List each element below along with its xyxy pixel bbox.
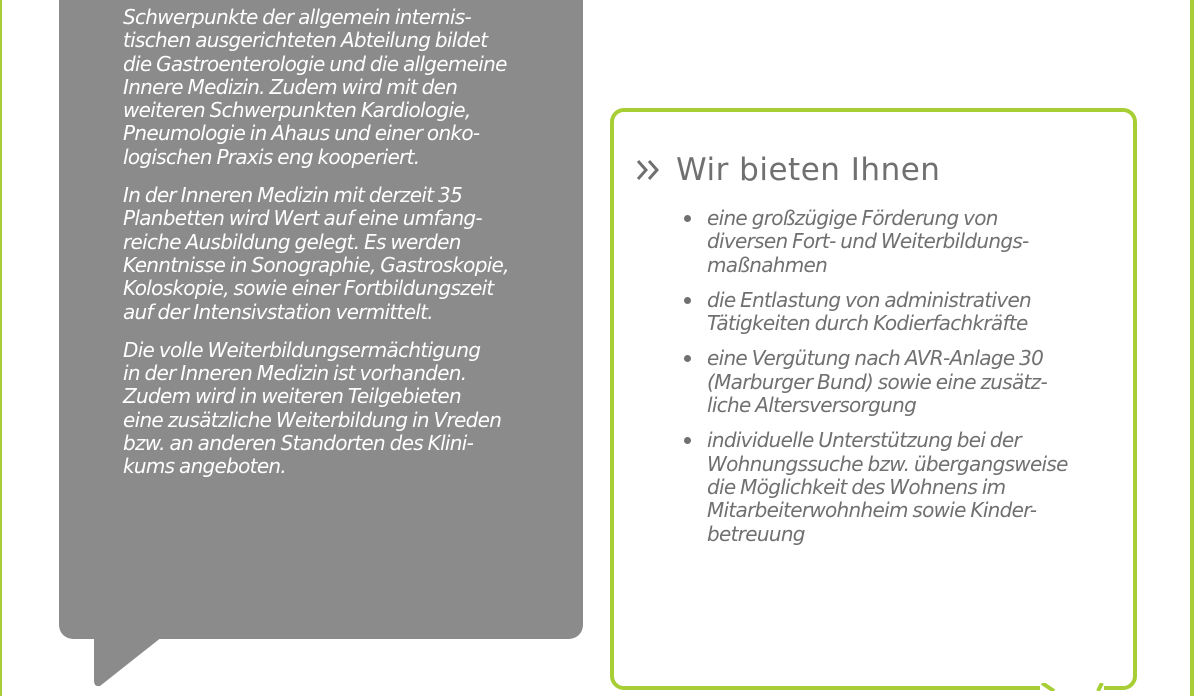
text-line: Kenntnisse in Sonographie, Gastroskopie, <box>123 252 509 277</box>
list-item <box>682 429 1122 545</box>
text-line: Mitarbeiterwohnheim sowie Kinder- <box>707 498 1037 523</box>
text-line: Planbetten wird Wert auf eine umfang- <box>123 206 482 231</box>
text-line: liche Altersversorgung <box>707 393 917 418</box>
text-line: auf der Intensivstation vermittelt. <box>123 299 433 324</box>
text-line: die Möglichkeit des Wohnens im <box>707 474 1006 499</box>
info-paragraph <box>123 184 578 324</box>
bullet-icon <box>684 355 691 362</box>
text-line: maßnahmen <box>707 252 828 277</box>
text-line: tischen ausgerichteten Abteilung bildet <box>123 28 488 53</box>
text-line: bzw. an anderen Standorten des Klini- <box>123 431 474 456</box>
list-item <box>682 207 1122 277</box>
text-line: kums angeboten. <box>123 454 287 479</box>
bullet-icon <box>684 437 691 444</box>
text-line: logischen Praxis eng kooperiert. <box>123 144 420 169</box>
text-line: in der Inneren Medizin ist vorhanden. <box>123 361 467 386</box>
text-line: Koloskopie, sowie einer Fortbildungszeit <box>123 276 494 301</box>
text-line: weiteren Schwerpunkten Kardiologie, <box>123 98 471 123</box>
text-line: eine Vergütung nach AVR-Anlage 30 <box>707 346 1044 371</box>
text-line: (Marburger Bund) sowie eine zusätz- <box>707 369 1047 394</box>
list-item <box>682 347 1122 417</box>
text-line: In der Inneren Medizin mit derzeit 35 <box>123 183 463 208</box>
text-line: die Gastroenterologie und die allgemeine <box>123 51 507 76</box>
text-line: betreuung <box>707 521 805 546</box>
text-line: diversen Fort- und Weiterbildungs- <box>707 229 1029 254</box>
text-line: eine zusätzliche Weiterbildung in Vreden <box>123 407 502 432</box>
offer-title: Wir bieten Ihnen <box>676 152 941 188</box>
text-line: Tätigkeiten durch Kodierfachkräfte <box>707 311 1028 336</box>
text-line: Die volle Weiterbildungsermächtigung <box>123 337 481 362</box>
text-line: eine großzügige Förderung von <box>707 206 998 230</box>
info-paragraph <box>123 339 578 479</box>
text-line: Zudem wird in weiteren Teilgebieten <box>123 384 461 409</box>
double-chevron-right-icon <box>636 159 662 181</box>
text-line: reiche Ausbildung gelegt. Es werden <box>123 229 461 254</box>
text-line: Innere Medizin. Zudem wird mit den <box>123 74 458 99</box>
offer-list <box>682 207 1122 558</box>
text-line: individuelle Unterstützung bei der <box>707 428 1022 453</box>
info-paragraph <box>123 6 578 169</box>
bullet-icon <box>684 297 691 304</box>
text-line: die Entlastung von administrativen <box>707 287 1032 312</box>
info-callout-tail <box>94 637 162 687</box>
list-item <box>682 289 1122 336</box>
bullet-icon <box>684 215 691 222</box>
text-line: Schwerpunkte der allgemein internis- <box>123 5 471 29</box>
offer-callout-tail <box>1040 683 1104 691</box>
info-callout-text <box>123 6 578 494</box>
offer-heading <box>636 150 940 190</box>
text-line: Pneumologie in Ahaus und einer onko- <box>123 121 480 146</box>
text-line: Wohnungssuche bzw. übergangsweise <box>707 451 1068 476</box>
